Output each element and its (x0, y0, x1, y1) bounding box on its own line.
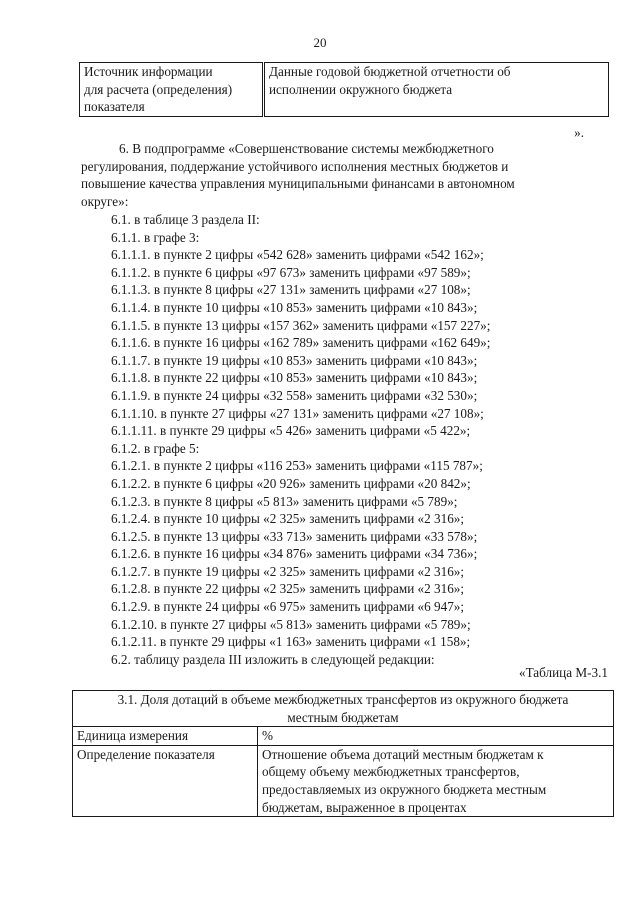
list-item: 6.1.1. в графе 3: (111, 229, 200, 245)
table-row (80, 63, 609, 117)
indicator-title-cell (73, 691, 614, 727)
word: устойчивого (247, 158, 318, 174)
table-row (73, 727, 614, 746)
info-source-label-cell (80, 63, 264, 117)
list-item: 6.1.1.2. в пункте 6 цифры «97 673» заменить цифрами «97 589»; (111, 264, 471, 280)
page-number: 20 (313, 35, 327, 50)
table-row (73, 691, 614, 727)
indicator-title-line: местным бюджетам (287, 709, 399, 725)
value-line: исполнении окружного бюджета (269, 81, 453, 97)
list-item: 6.1.1.4. в пункте 10 цифры «10 853» заменить цифрами «10 843»; (111, 299, 478, 315)
list-item: 6.1.1.8. в пункте 22 цифры «10 853» заменить цифрами «10 843»; (111, 370, 478, 386)
word: бюджетов (442, 158, 498, 174)
list-item: 6.1.2.7. в пункте 19 цифры «2 325» заменить цифрами «2 316»; (111, 563, 465, 579)
list-item: 6.1.2.11. в пункте 29 цифры «1 163» заменить цифрами «1 158»; (111, 634, 471, 650)
word: исполнения (320, 158, 387, 174)
list-item: 6.1.2.6. в пункте 16 цифры «34 876» заменить цифрами «34 736»; (111, 546, 478, 562)
table-row (73, 745, 614, 816)
list-item: 6.1.2. в графе 5: (111, 440, 200, 456)
paragraph-line-2 (81, 158, 611, 176)
indicator-table (72, 690, 614, 817)
label-line: показателя (84, 99, 145, 115)
label-line: для расчета (определения) (84, 81, 233, 97)
list-item: 6.1. в таблице 3 раздела II: (111, 212, 260, 227)
word: в (437, 176, 445, 192)
list-item: 6.1.2.8. в пункте 22 цифры «2 325» заменить цифрами «2 316»; (111, 581, 465, 597)
list-item: 6.1.1.10. в пункте 27 цифры «27 131» заменить цифрами «27 108»; (111, 405, 484, 421)
word: повышение (81, 176, 146, 192)
word: «Совершенствование (228, 141, 349, 156)
list-item: 6.1.2.5. в пункте 13 цифры «33 713» заменить цифрами «33 578»; (111, 528, 478, 544)
word: местных (390, 158, 439, 174)
paragraph-line-1 (81, 140, 611, 158)
list-item: 6.1.1.1. в пункте 2 цифры «542 628» заменить цифрами «542 162»; (111, 247, 484, 263)
word: муниципальными (268, 176, 369, 192)
word: 6. В (119, 141, 141, 156)
definition-line: предоставляемых из окружного бюджета местным (262, 781, 547, 797)
list-item: 6.1.2.1. в пункте 2 цифры «116 253» заменить цифрами «115 787»; (111, 458, 483, 474)
info-source-table (79, 62, 609, 117)
paragraph-line-4: округе»: (81, 193, 129, 209)
word: межбюджетного (402, 141, 494, 156)
list-item: 6.1.2.9. в пункте 24 цифры «6 975» заменить цифрами «6 947»; (111, 599, 465, 615)
list-item: 6.1.2.3. в пункте 8 цифры «5 813» заменить цифрами «5 789»; (111, 493, 458, 509)
list-item: 6.1.1.3. в пункте 8 цифры «27 131» заменить цифрами «27 108»; (111, 282, 471, 298)
label-line: Источник информации (84, 64, 213, 79)
closing-quote: ». (574, 125, 584, 140)
paragraph-line-3 (81, 175, 611, 193)
list-item: 6.1.1.11. в пункте 29 цифры «5 426» заменить цифрами «5 422»; (111, 423, 471, 439)
word: управления (200, 176, 265, 192)
definition-line: общему объему межбюджетных трансфертов, (262, 764, 520, 780)
list-item: 6.1.1.5. в пункте 13 цифры «157 362» заменить цифрами «157 227»; (111, 317, 491, 333)
word: качества (149, 176, 197, 192)
definition-value-cell (258, 745, 614, 816)
list-item: 6.1.2.4. в пункте 10 цифры «2 325» заменить цифрами «2 316»; (111, 511, 465, 527)
table-caption: «Таблица М-3.1 (518, 665, 608, 680)
paragraph-6 (81, 140, 611, 210)
amendment-list (111, 211, 611, 668)
list-item: 6.1.1.9. в пункте 24 цифры «32 558» заменить цифрами «32 530»; (111, 387, 478, 403)
word: системы (351, 141, 399, 156)
word: подпрограмме (144, 141, 225, 156)
word: регулирования, (81, 158, 168, 174)
unit-label-cell: Единица измерения (73, 727, 258, 746)
word: финансами (371, 176, 435, 192)
definition-line: Отношение объема дотаций местным бюджетам к (262, 746, 544, 762)
list-item: 6.1.1.7. в пункте 19 цифры «10 853» заменить цифрами «10 843»; (111, 352, 478, 368)
word: и (501, 158, 509, 174)
unit-value-cell: % (258, 727, 614, 746)
indicator-title-line: 3.1. Доля дотаций в объеме межбюджетных трансфертов из окружного бюджета (117, 692, 569, 707)
value-line: Данные годовой бюджетной отчетности об (269, 64, 511, 79)
definition-label-cell: Определение показателя (73, 745, 258, 816)
list-item: 6.1.1.6. в пункте 16 цифры «162 789» заменить цифрами «162 649»; (111, 335, 491, 351)
list-item: 6.1.2.10. в пункте 27 цифры «5 813» заменить цифрами «5 789»; (111, 616, 471, 632)
definition-line: бюджетам, выраженное в процентах (262, 799, 467, 815)
word: поддержание (170, 158, 245, 174)
word: автономном (447, 176, 515, 192)
list-item: 6.2. таблицу раздела III изложить в следующей редакции: (111, 651, 435, 667)
info-source-value-cell (264, 63, 609, 117)
list-item: 6.1.2.2. в пункте 6 цифры «20 926» заменить цифрами «20 842»; (111, 475, 471, 491)
